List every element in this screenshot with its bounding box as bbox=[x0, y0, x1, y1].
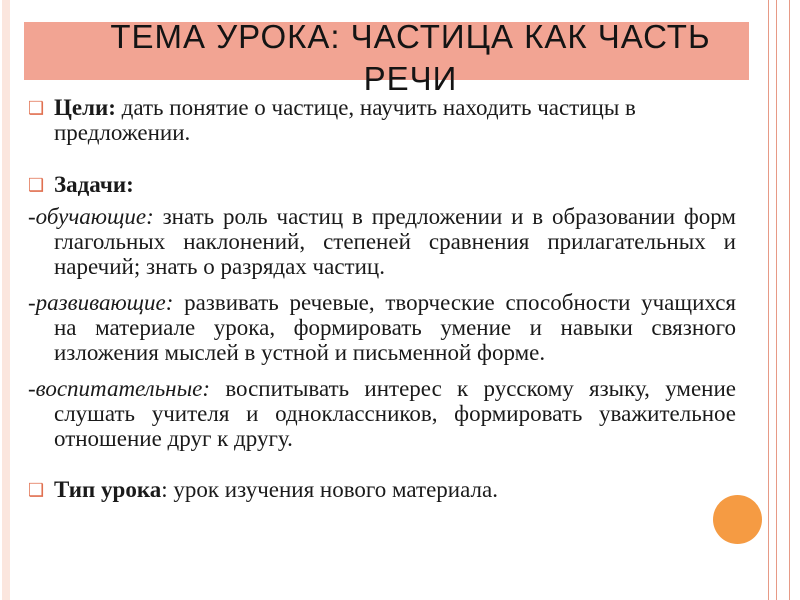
goals-item bbox=[28, 95, 736, 145]
task-label: -воспитательные: bbox=[28, 376, 211, 401]
tasks-label: Задачи: bbox=[54, 172, 134, 197]
task-text: воспитывать интерес к русскому языку, умение слушать учителя и одноклассников, формировать уважительное отношение друг к другу. bbox=[54, 376, 736, 451]
goals-label: Цели: bbox=[54, 95, 116, 120]
task-label: -обучающие: bbox=[28, 204, 154, 229]
title-line-1: ТЕМА УРОКА: ЧАСТИЦА КАК ЧАСТЬ bbox=[110, 18, 711, 55]
title-line-2: РЕЧИ bbox=[363, 60, 458, 97]
decorative-orange-circle bbox=[713, 495, 762, 544]
right-frame-line bbox=[776, 0, 777, 600]
bullet-icon: ❑ bbox=[28, 175, 45, 195]
title-band bbox=[24, 18, 749, 97]
bullet-icon: ❑ bbox=[28, 98, 45, 118]
task-text: знать роль частиц в предложении и в образовании форм глагольных наклонений, степеней сравнения прилагательных и наречий; знать о разрядах частиц. bbox=[54, 204, 736, 279]
left-frame-bar bbox=[2, 0, 10, 600]
task-upbringing bbox=[28, 376, 736, 451]
task-educational bbox=[28, 204, 736, 279]
goals-text: дать понятие о частице, научить находить частицы в предложении. bbox=[54, 95, 636, 145]
right-frame-line bbox=[789, 0, 790, 600]
slide-content bbox=[28, 95, 736, 502]
lesson-type-label: Тип урока bbox=[54, 477, 162, 502]
lesson-type-text: : урок изучения нового материала. bbox=[161, 477, 498, 502]
tasks-item bbox=[28, 172, 736, 197]
slide-title bbox=[48, 16, 773, 100]
task-text: развивать речевые, творческие способности учащихся на материале урока, формировать умение и навыки связного изложения мыслей в устной и письменной форме. bbox=[54, 290, 736, 365]
task-label: -развивающие: bbox=[28, 290, 174, 315]
task-developing bbox=[28, 290, 736, 365]
bullet-icon: ❑ bbox=[28, 480, 45, 500]
lesson-type-item bbox=[28, 477, 736, 502]
